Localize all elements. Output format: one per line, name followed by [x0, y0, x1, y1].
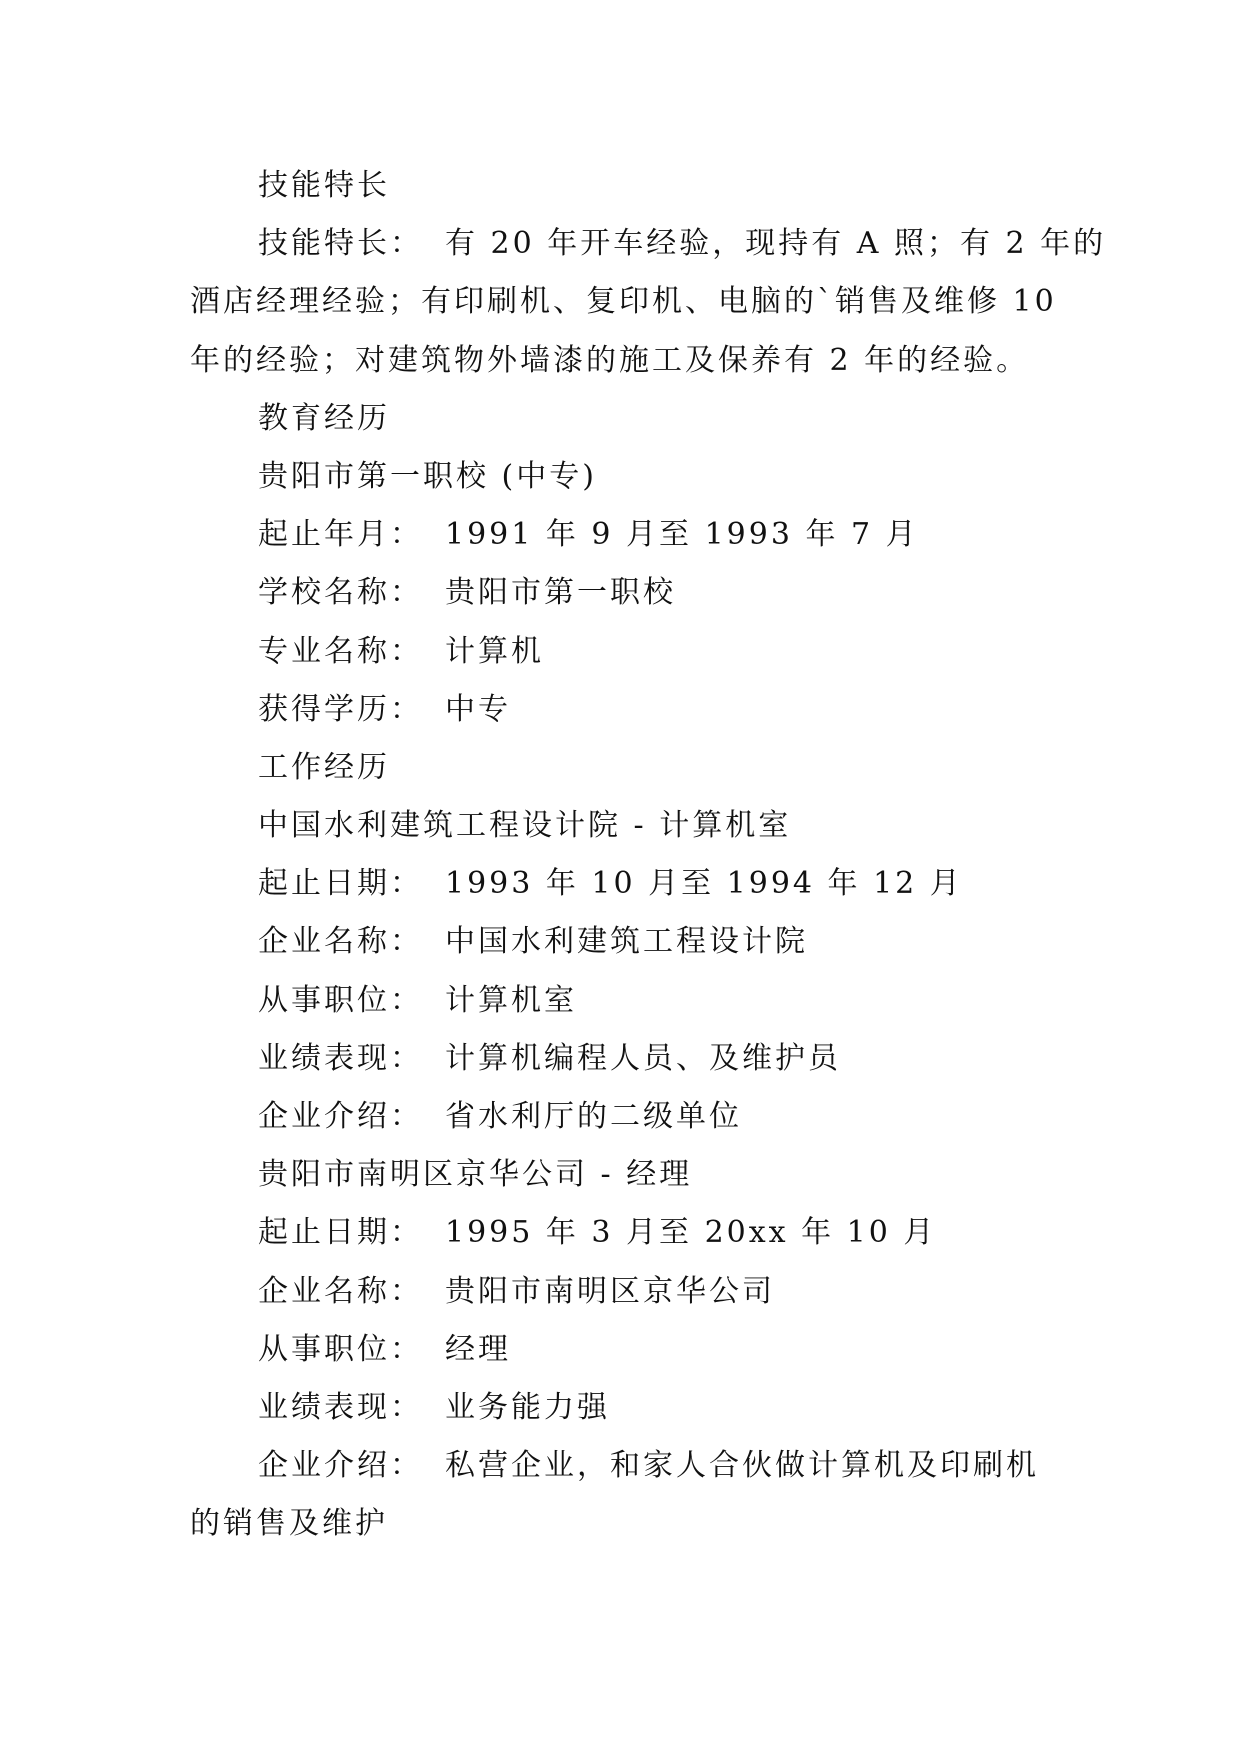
- job-2-period-value: 1995 年 3 月至 20xx 年 10 月: [445, 1215, 937, 1251]
- job-1-period-label: 起止日期：: [258, 866, 423, 902]
- job-1-intro-label: 企业介绍：: [258, 1099, 423, 1134]
- job-1-intro: [190, 1088, 1060, 1146]
- job-2-position-label: 从事职位：: [258, 1331, 423, 1367]
- education-school-value: 贵阳市第一职校: [445, 575, 676, 611]
- job-1-performance-label: 业绩表现：: [258, 1040, 423, 1076]
- job-2-title: 贵阳市南明区京华公司 - 经理: [258, 1157, 693, 1193]
- job-1-period-value: 1993 年 10 月至 1994 年 12 月: [445, 866, 963, 902]
- job-1-company: [190, 913, 1060, 971]
- education-school: [190, 564, 1060, 622]
- job-1-company-label: 企业名称：: [258, 924, 423, 960]
- education-period-label: 起止年月：: [258, 517, 423, 553]
- job-1-period: [190, 855, 1060, 913]
- skills-line-3: 年的经验；对建筑物外墙漆的施工及保养有 2 年的经验。: [190, 342, 1030, 378]
- job-1-position-label: 从事职位：: [258, 982, 423, 1018]
- education-major: [190, 623, 1060, 681]
- skills-line-1: [190, 215, 1107, 273]
- education-degree-label: 获得学历：: [258, 691, 423, 727]
- job-2-company-label: 企业名称：: [258, 1273, 423, 1309]
- job-1-intro-value: 省水利厅的二级单位: [445, 1099, 742, 1134]
- education-degree: [190, 681, 1060, 739]
- job-2-position-value: 经理: [445, 1331, 511, 1367]
- skills-heading: 技能特长: [258, 168, 390, 203]
- education-heading: 教育经历: [258, 400, 390, 436]
- job-1-title: 中国水利建筑工程设计院 - 计算机室: [258, 808, 792, 844]
- job-2-performance: [190, 1379, 1060, 1437]
- education-period: [190, 506, 1060, 564]
- education-period-value: 1991 年 9 月至 1993 年 7 月: [445, 517, 919, 553]
- resume-content: [190, 157, 1107, 1554]
- education-degree-value: 中专: [445, 691, 511, 727]
- skills-label: 技能特长：: [258, 226, 423, 262]
- work-heading: 工作经历: [258, 749, 390, 785]
- job-1-position: [190, 972, 1060, 1030]
- job-1-company-value: 中国水利建筑工程设计院: [445, 924, 808, 960]
- education-major-value: 计算机: [445, 633, 544, 669]
- job-2-company: [190, 1263, 1060, 1321]
- education-school-label: 学校名称：: [258, 575, 423, 611]
- job-2-period: [190, 1204, 1060, 1262]
- job-1-performance-value: 计算机编程人员、及维护员: [445, 1040, 841, 1076]
- skills-line-2: 酒店经理经验；有印刷机、复印机、电脑的`销售及维修 10: [190, 284, 1057, 320]
- job-2-performance-label: 业绩表现：: [258, 1389, 423, 1425]
- job-2-company-value: 贵阳市南明区京华公司: [445, 1273, 775, 1309]
- education-school-title: 贵阳市第一职校 (中专): [258, 458, 597, 494]
- job-2-period-label: 起止日期：: [258, 1215, 423, 1251]
- job-2-intro-line-2: 的销售及维护: [190, 1506, 388, 1542]
- job-2-position: [190, 1321, 1060, 1379]
- job-2-intro-label: 企业介绍：: [258, 1448, 423, 1484]
- job-2-performance-value: 业务能力强: [445, 1389, 610, 1425]
- job-1-position-value: 计算机室: [445, 982, 577, 1018]
- skills-text-1: 有 20 年开车经验，现持有 A 照；有 2 年的: [445, 226, 1107, 262]
- job-2-intro: [190, 1437, 1060, 1495]
- job-2-intro-value-1: 私营企业，和家人合伙做计算机及印刷机: [445, 1448, 1039, 1484]
- job-1-performance: [190, 1030, 1060, 1088]
- education-major-label: 专业名称：: [258, 633, 423, 669]
